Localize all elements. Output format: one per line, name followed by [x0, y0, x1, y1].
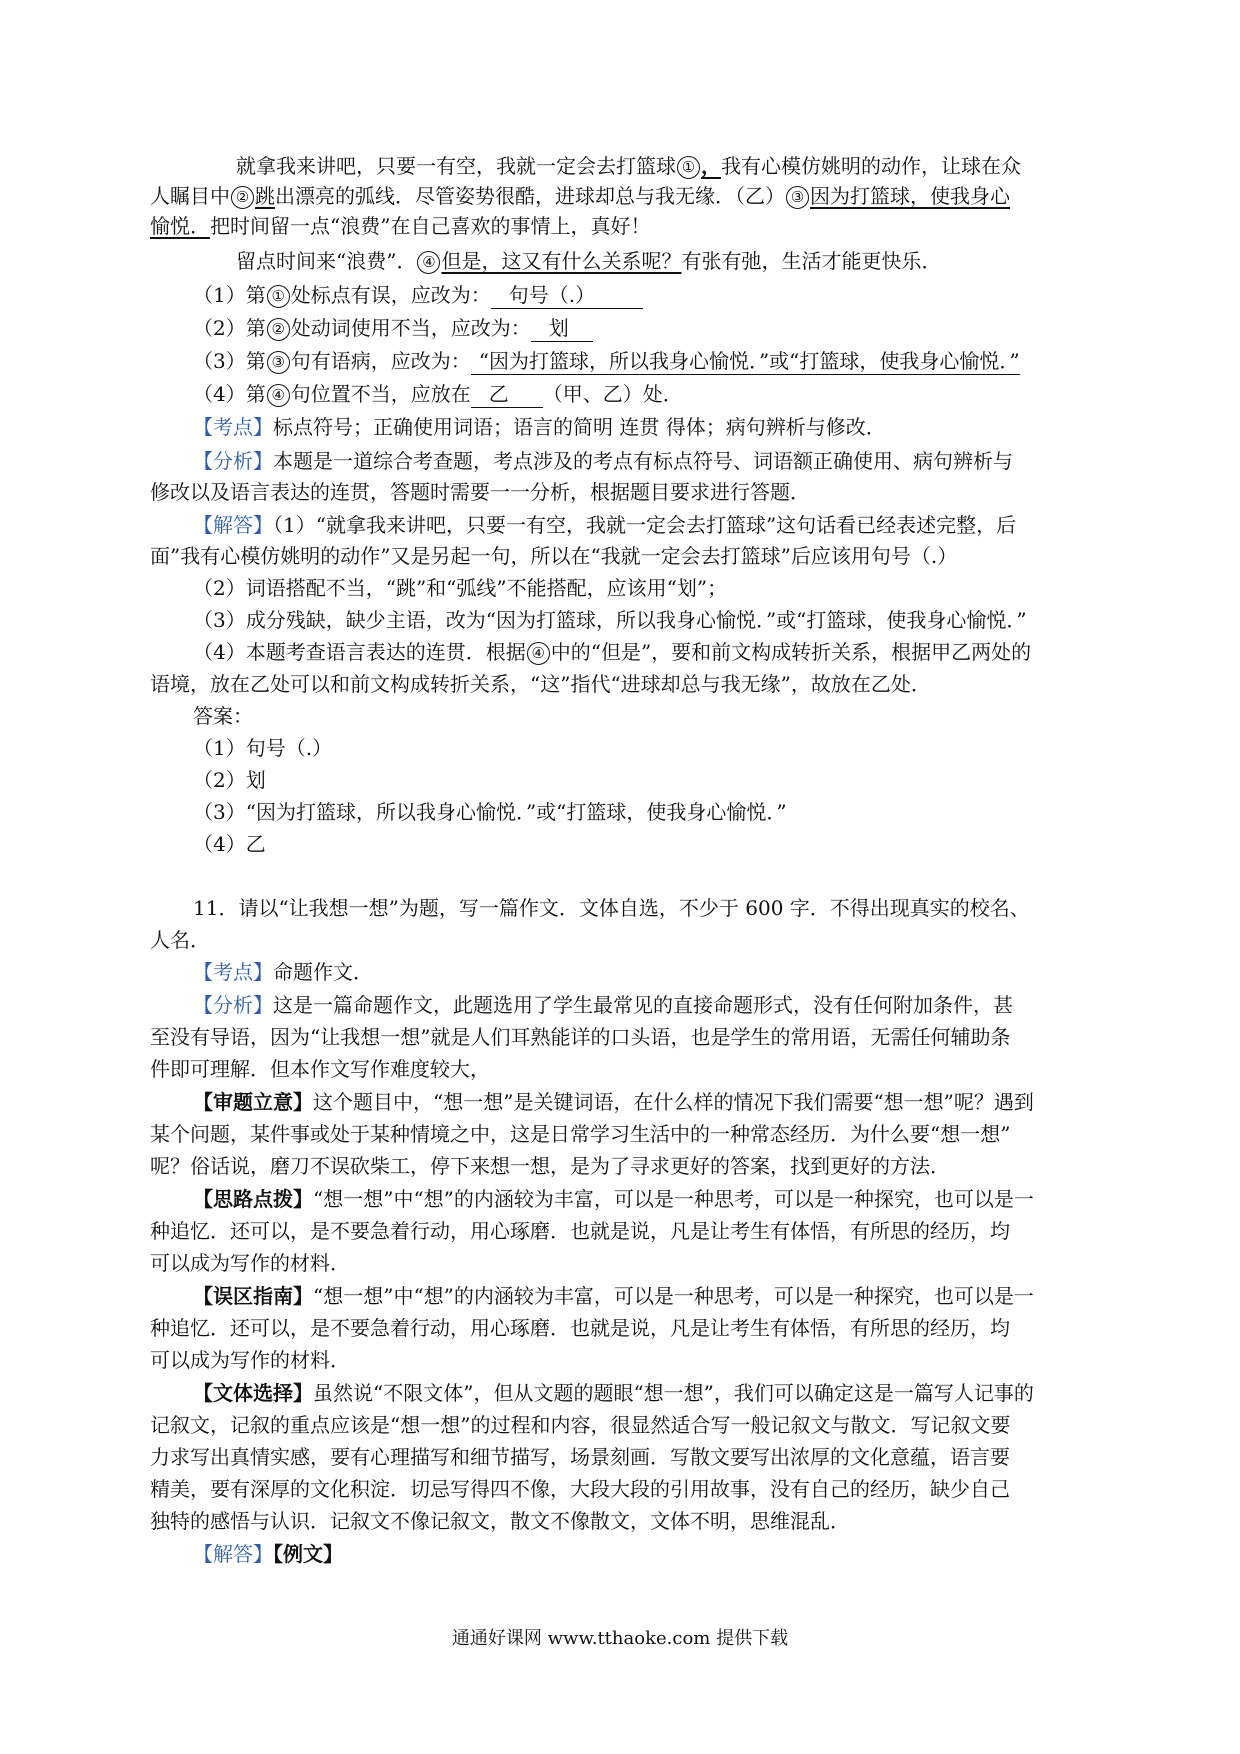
text: 句有语病，应改为： [290, 349, 471, 373]
wenti-line-1 [193, 1378, 1034, 1408]
text: （3）第 [193, 349, 266, 373]
text: 中的“但是”，要和前文构成转折关系，根据甲乙两处的 [550, 640, 1032, 664]
text: “想一想”中“想”的内涵较为丰富，可以是一种思考，可以是一种探究，也可以是一 [313, 1284, 1034, 1308]
question-4 [193, 379, 683, 409]
question-11-line-2: 人名． [150, 928, 210, 952]
wenti-line-5: 独特的感悟与认识．记叙文不像记叙文，散文不像散文，文体不明，思维混乱． [150, 1509, 850, 1533]
answer-blank: “因为打篮球，所以我身心愉悦．”或“打篮球，使我身心愉悦．” [471, 348, 1020, 375]
circled-number: ② [231, 186, 254, 209]
jieda-1-line-4: （3）成分残缺，缺少主语，改为“因为打篮球，所以我身心愉悦．”或“打篮球，使我身心愉悦．” [193, 608, 1027, 632]
fenxi-2-line-1 [193, 990, 1013, 1020]
wuqu-line-2: 种追忆．还可以，是不要急着行动，用心琢磨．也就是说，凡是让考生有体悟，有所思的经历，均 [150, 1316, 1010, 1340]
text: 把时间留一点“浪费”在自己喜欢的事情上，真好！ [210, 214, 651, 238]
text: （4）第 [193, 382, 266, 406]
text: 句位置不当，应放在 [290, 382, 471, 406]
text: （4）本题考查语言表达的连贯．根据 [193, 640, 526, 664]
text: 留点时间来“浪费”． [236, 249, 417, 273]
silu-line-1 [193, 1184, 1034, 1214]
passage-line-2 [150, 181, 1010, 211]
passage-line-1 [236, 151, 1021, 181]
text: 标点符号；正确使用词语；语言的简明 连贯 得体；病句辨析与修改． [273, 415, 886, 439]
text: （1）“就拿我来讲吧，只要一有空，我就一定会去打篮球”这句话看已经表述完整，后 [273, 513, 1017, 537]
shenti-line-1 [193, 1087, 1034, 1117]
answer-2: （2）划 [193, 768, 266, 792]
section-tag: 【分析】 [193, 993, 273, 1017]
circled-number: ② [267, 318, 290, 341]
circled-number: ④ [527, 642, 550, 665]
passage-line-4 [236, 246, 941, 276]
fenxi-1-line-2: 修改以及语言表达的连贯，答题时需要一一分析，根据题目要求进行答题． [150, 480, 810, 504]
fenxi-2-line-3: 件即可理解．但本作文写作难度较大， [150, 1057, 490, 1081]
question-1 [193, 280, 643, 310]
underlined-text: 愉悦． [150, 214, 210, 238]
circled-number: ③ [267, 351, 290, 374]
section-tag: 【审题立意】 [193, 1090, 313, 1114]
underlined-text: 因为打篮球，使我身心 [810, 184, 1010, 208]
wenti-line-4: 精美，要有深厚的文化积淀．切忌写得四不像，大段大段的引用故事，没有自己的经历，缺少自己 [150, 1477, 1010, 1501]
kaodian-1 [193, 412, 886, 442]
circled-number: ① [267, 285, 290, 308]
underlined-text: ， [701, 154, 721, 178]
jieda-2 [193, 1539, 343, 1569]
text: 本题是一道综合考查题，考点涉及的考点有标点符号、词语额正确使用、病句辨析与 [273, 449, 1013, 473]
fenxi-2-line-2: 至没有导语，因为“让我想一想”就是人们耳熟能详的口头语，也是学生的常用语，无需任何辅助条 [150, 1025, 1011, 1049]
silu-line-3: 可以成为写作的材料． [150, 1251, 350, 1275]
text: （1）第 [193, 283, 266, 307]
text: 出漂亮的弧线．尽管姿势很酷，进球却总与我无缘．（乙） [275, 184, 785, 208]
answer-blank: 划 [531, 315, 593, 342]
text: 处动词使用不当，应改为： [290, 316, 531, 340]
circled-number: ① [677, 156, 700, 179]
example-tag: 【例文】 [273, 1542, 343, 1566]
wuqu-line-3: 可以成为写作的材料． [150, 1348, 350, 1372]
jieda-1-line-6: 语境，放在乙处可以和前文构成转折关系，“这”指代“进球却总与我无缘”，故放在乙处． [150, 672, 931, 696]
shenti-line-2: 某个问题，某件事或处于某种情境之中，这是日常学习生活中的一种常态经历．为什么要“想一想” [150, 1122, 1011, 1146]
text: 这是一篇命题作文，此题选用了学生最常见的直接命题形式，没有任何附加条件，甚 [273, 993, 1013, 1017]
kaodian-2 [193, 957, 373, 987]
section-tag: 【思路点拨】 [193, 1187, 313, 1211]
wenti-line-3: 力求写出真情实感，要有心理描写和细节描写，场景刻画．写散文要写出浓厚的文化意蕴，语言要 [150, 1445, 1010, 1469]
question-3 [193, 346, 1020, 376]
circled-number: ④ [267, 384, 290, 407]
text: 我有心模仿姚明的动作，让球在众 [721, 154, 1021, 178]
circled-number: ④ [417, 251, 440, 274]
text: （2）第 [193, 316, 266, 340]
jieda-1-line-1 [193, 510, 1016, 540]
answer-blank: 乙 [471, 381, 543, 408]
text: （甲、乙）处． [542, 382, 683, 406]
text: 这个题目中，“想一想”是关键词语，在什么样的情况下我们需要“想一想”呢？遇到 [313, 1090, 1034, 1114]
answer-heading: 答案： [193, 704, 253, 728]
fenxi-1-line-1 [193, 446, 1013, 476]
page-footer: 通通好课网 www.tthaoke.com 提供下载 [451, 1628, 789, 1649]
circled-number: ③ [786, 186, 809, 209]
jieda-1-line-3: （2）词语搭配不当，“跳”和“弧线”不能搭配，应该用“划”； [193, 576, 728, 600]
text: 命题作文． [273, 960, 373, 984]
section-tag: 【考点】 [193, 415, 273, 439]
section-tag: 【考点】 [193, 960, 273, 984]
answer-4: （4）乙 [193, 832, 266, 856]
text: “想一想”中“想”的内涵较为丰富，可以是一种思考，可以是一种探究，也可以是一 [313, 1187, 1034, 1211]
underlined-text: 跳 [255, 184, 275, 208]
underlined-text: 但是，这又有什么关系呢？ [441, 249, 682, 273]
section-tag: 【解答】 [193, 513, 273, 537]
jieda-1-line-2: 面”我有心模仿姚明的动作”又是另起一句，所以在“我就一定会去打篮球”后应该用句号（.） [150, 544, 958, 568]
silu-line-2: 种追忆．还可以，是不要急着行动，用心琢磨．也就是说，凡是让考生有体悟，有所思的经历，均 [150, 1219, 1010, 1243]
section-tag: 【解答】 [193, 1542, 273, 1566]
question-2 [193, 313, 593, 343]
passage-line-3 [150, 211, 650, 241]
wenti-line-2: 记叙文，记叙的重点应该是“想一想”的过程和内容，很显然适合写一般记叙文与散文．写记叙文要 [150, 1413, 1011, 1437]
wuqu-line-1 [193, 1281, 1034, 1311]
section-tag: 【误区指南】 [193, 1284, 313, 1308]
section-tag: 【文体选择】 [193, 1381, 313, 1405]
text: 有张有弛，生活才能更快乐． [681, 249, 942, 273]
section-tag: 【分析】 [193, 449, 273, 473]
answer-1: （1）句号（.） [193, 736, 333, 760]
text: 就拿我来讲吧，只要一有空，我就一定会去打篮球 [236, 154, 676, 178]
text: 虽然说“不限文体”，但从文题的题眼“想一想”，我们可以确定这是一篇写人记事的 [313, 1381, 1034, 1405]
jieda-1-line-5 [193, 637, 1031, 667]
text: 处标点有误，应改为： [290, 283, 491, 307]
shenti-line-3: 呢？俗话说，磨刀不误砍柴工，停下来想一想，是为了寻求更好的答案，找到更好的方法． [150, 1154, 950, 1178]
text: 人瞩目中 [150, 184, 230, 208]
answer-blank: 句号（.） [491, 282, 643, 309]
answer-3: （3）“因为打篮球，所以我身心愉悦．”或“打篮球，使我身心愉悦．” [193, 800, 787, 824]
question-11-line-1: 11．请以“让我想一想”为题，写一篇作文．文体自选，不少于 600 字．不得出现真实的校名、 [193, 896, 1030, 920]
